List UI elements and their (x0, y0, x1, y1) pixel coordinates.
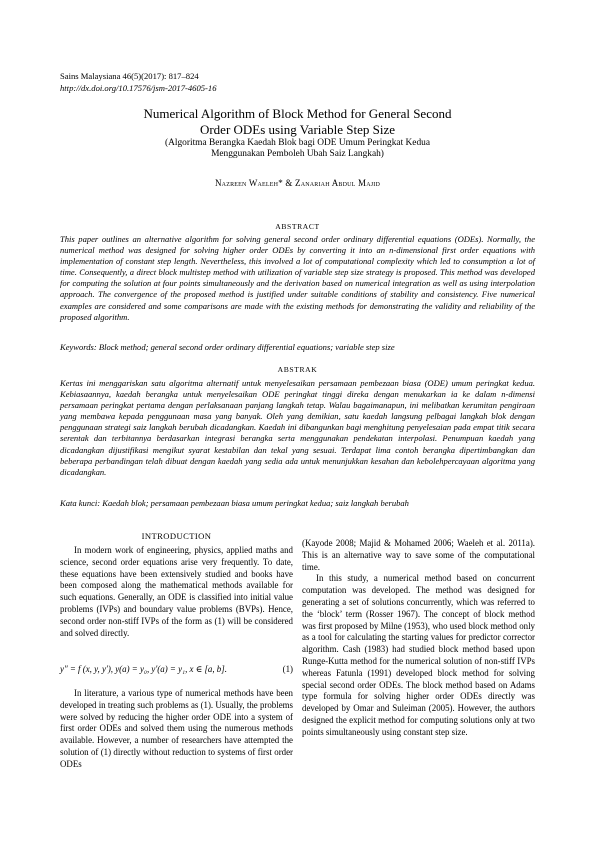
journal-header (60, 70, 217, 95)
introduction-heading: INTRODUCTION (141, 531, 212, 541)
abstract-text: This paper outlines an alternative algorithm for solving general second order ordinary differential equations (ODEs). Normally, the numerical method was designed for solving higher order ODEs by converting it into an n-dimensional first order equations with implementation of constant step length. Nevertheless, this involved a lot of computational complexity which led to consumption a lot of time. Consequently, a direct block multistep method with utilization of variable step size strategy is proposed. This method was developed for computing the solution at four points simultaneously and the derivation based on numerical integration as well as using interpolation approach. The convergence of the proposed method is justified under suitable conditions of stability and consistency. Five numerical examples are considered and some comparisons are made with the existing methods for demonstrating the validity and reliability of the proposed algorithm. (60, 234, 535, 322)
abstract-heading: ABSTRACT (275, 222, 320, 231)
paper-subtitle (60, 138, 535, 160)
intro-paragraph-4: In this study, a numerical method based on concurrent computation was developed. The method was designed for generating a set of solutions concurrently, which was referred to the ‘block’ term (Rosser 1967). The concept of block method was first proposed by Milne (1953), who used block method only as a tool for calculating the starting values for predictor corrector algorithm. Cash (1983) had studied block method based upon Runge-Kutta method for the numerical solution of non-stiff IVPs whereas Fatunla (1991) developed block method for solving special second order ODEs. The block method based on Adams type formula for solving higher order ODEs directly was developed by Omar and Suleiman (2005). However, the authors designed the explicit method for computing solutions only at two points simultaneously using constant step size. (302, 573, 535, 737)
paper-title (60, 106, 535, 138)
equation-number: (1) (282, 664, 293, 674)
title-line-2: Order ODEs using Variable Step Size (199, 122, 396, 137)
intro-paragraph-3: (Kayode 2008; Majid & Mohamed 2006; Waeleh et al. 2011a). This is an alternative way to save some of the computational time. (302, 538, 535, 572)
title-line-1: Numerical Algorithm of Block Method for General Second (143, 106, 452, 121)
subtitle-line-1: (Algoritma Berangka Kaedah Blok bagi ODE Umum Peringkat Kedua (164, 138, 431, 148)
abstrak-text: Kertas ini menggariskan satu algoritma alternatif untuk menyelesaikan persamaan pembezaan biasa (ODE) umum peringkat kedua. Kebiasaannya, kaedah berangka untuk menyelesaikan ODE peringkat tinggi direka dengan menukarkan ia ke dalam n-dimensi persamaan peringkat pertama dengan perlaksanaan panjang langkah tetap. Walau bagaimanapun, ini melibatkan kerumitan pengiraan yang membawa kepada penggunaan masa yang banyak. Oleh yang demikian, satu kaedah langsung pelbagai langkah blok dengan penggunaan strategi saiz langkah berubah dicadangkan. Kaedah ini dibangunkan bagi menghitung penyelesaian pada empat titik secara serentak dan terbitannya berdasarkan integrasi berangka serta menggunakan pendekatan interpolasi. Penumpuan kaedah yang dicadangkan dijustifikasi mengikut syarat kestabilan dan tekal yang sesuai. Terdapat lima contoh berangka dipertimbangkan dan beberapa perbandingan telah dibuat dengan kaedah yang sedia ada untuk menunjukkan kesahan dan kebolehpercayaan algoritma yang dicadangkan. (60, 378, 535, 477)
journal-citation: Sains Malaysiana 46(5)(2017): 817–824 (60, 71, 199, 81)
intro-paragraph-2: In literature, a various type of numerical methods have been developed in treating such problems as (1). Usually, the problems were solved by reducing the higher order ODE into a system of first order ODEs and solved them using the numerous methods available. However, a number of researchers have attempted the solution of (1) directly without reduction to systems of first order ODEs (60, 688, 293, 769)
equation-body: y″ = f (x, y, y′), y(a) = y₀, y′(a) = y₁, x ∈ [a, b]. (60, 664, 227, 674)
abstract-keywords: Keywords: Block method; general second order ordinary differential equations; variable step size (60, 342, 395, 352)
abstrak-heading: ABSTRAK (277, 365, 318, 374)
intro-column-left-top (60, 545, 293, 639)
intro-column-left-bottom (60, 688, 293, 771)
equation-1 (60, 663, 293, 675)
subtitle-line-2: Menggunakan Pemboleh Ubah Saiz Langkah) (211, 149, 384, 160)
doi-link[interactable]: http://dx.doi.org/10.17576/jsm-2017-4605-16 (60, 83, 217, 94)
intro-column-right (302, 538, 535, 739)
abstrak-keywords: Kata kunci: Kaedah blok; persamaan pembezaan biasa umum peringkat kedua; saiz langkah berubah (60, 498, 409, 508)
authors: Nazreen Waeleh* & Zanariah Abdul Majid (214, 178, 380, 188)
intro-paragraph-1: In modern work of engineering, physics, applied maths and science, second order equations arise very frequently. To date, these equations have been extensively studied and books have been composed along the mathematical methods available for such equations. Generally, an ODE is classified into initial value problems (IVPs) and boundary value problems (BVPs). Hence, second order non-stiff IVPs of the form as (1) will be considered and solved directly. (60, 545, 293, 638)
